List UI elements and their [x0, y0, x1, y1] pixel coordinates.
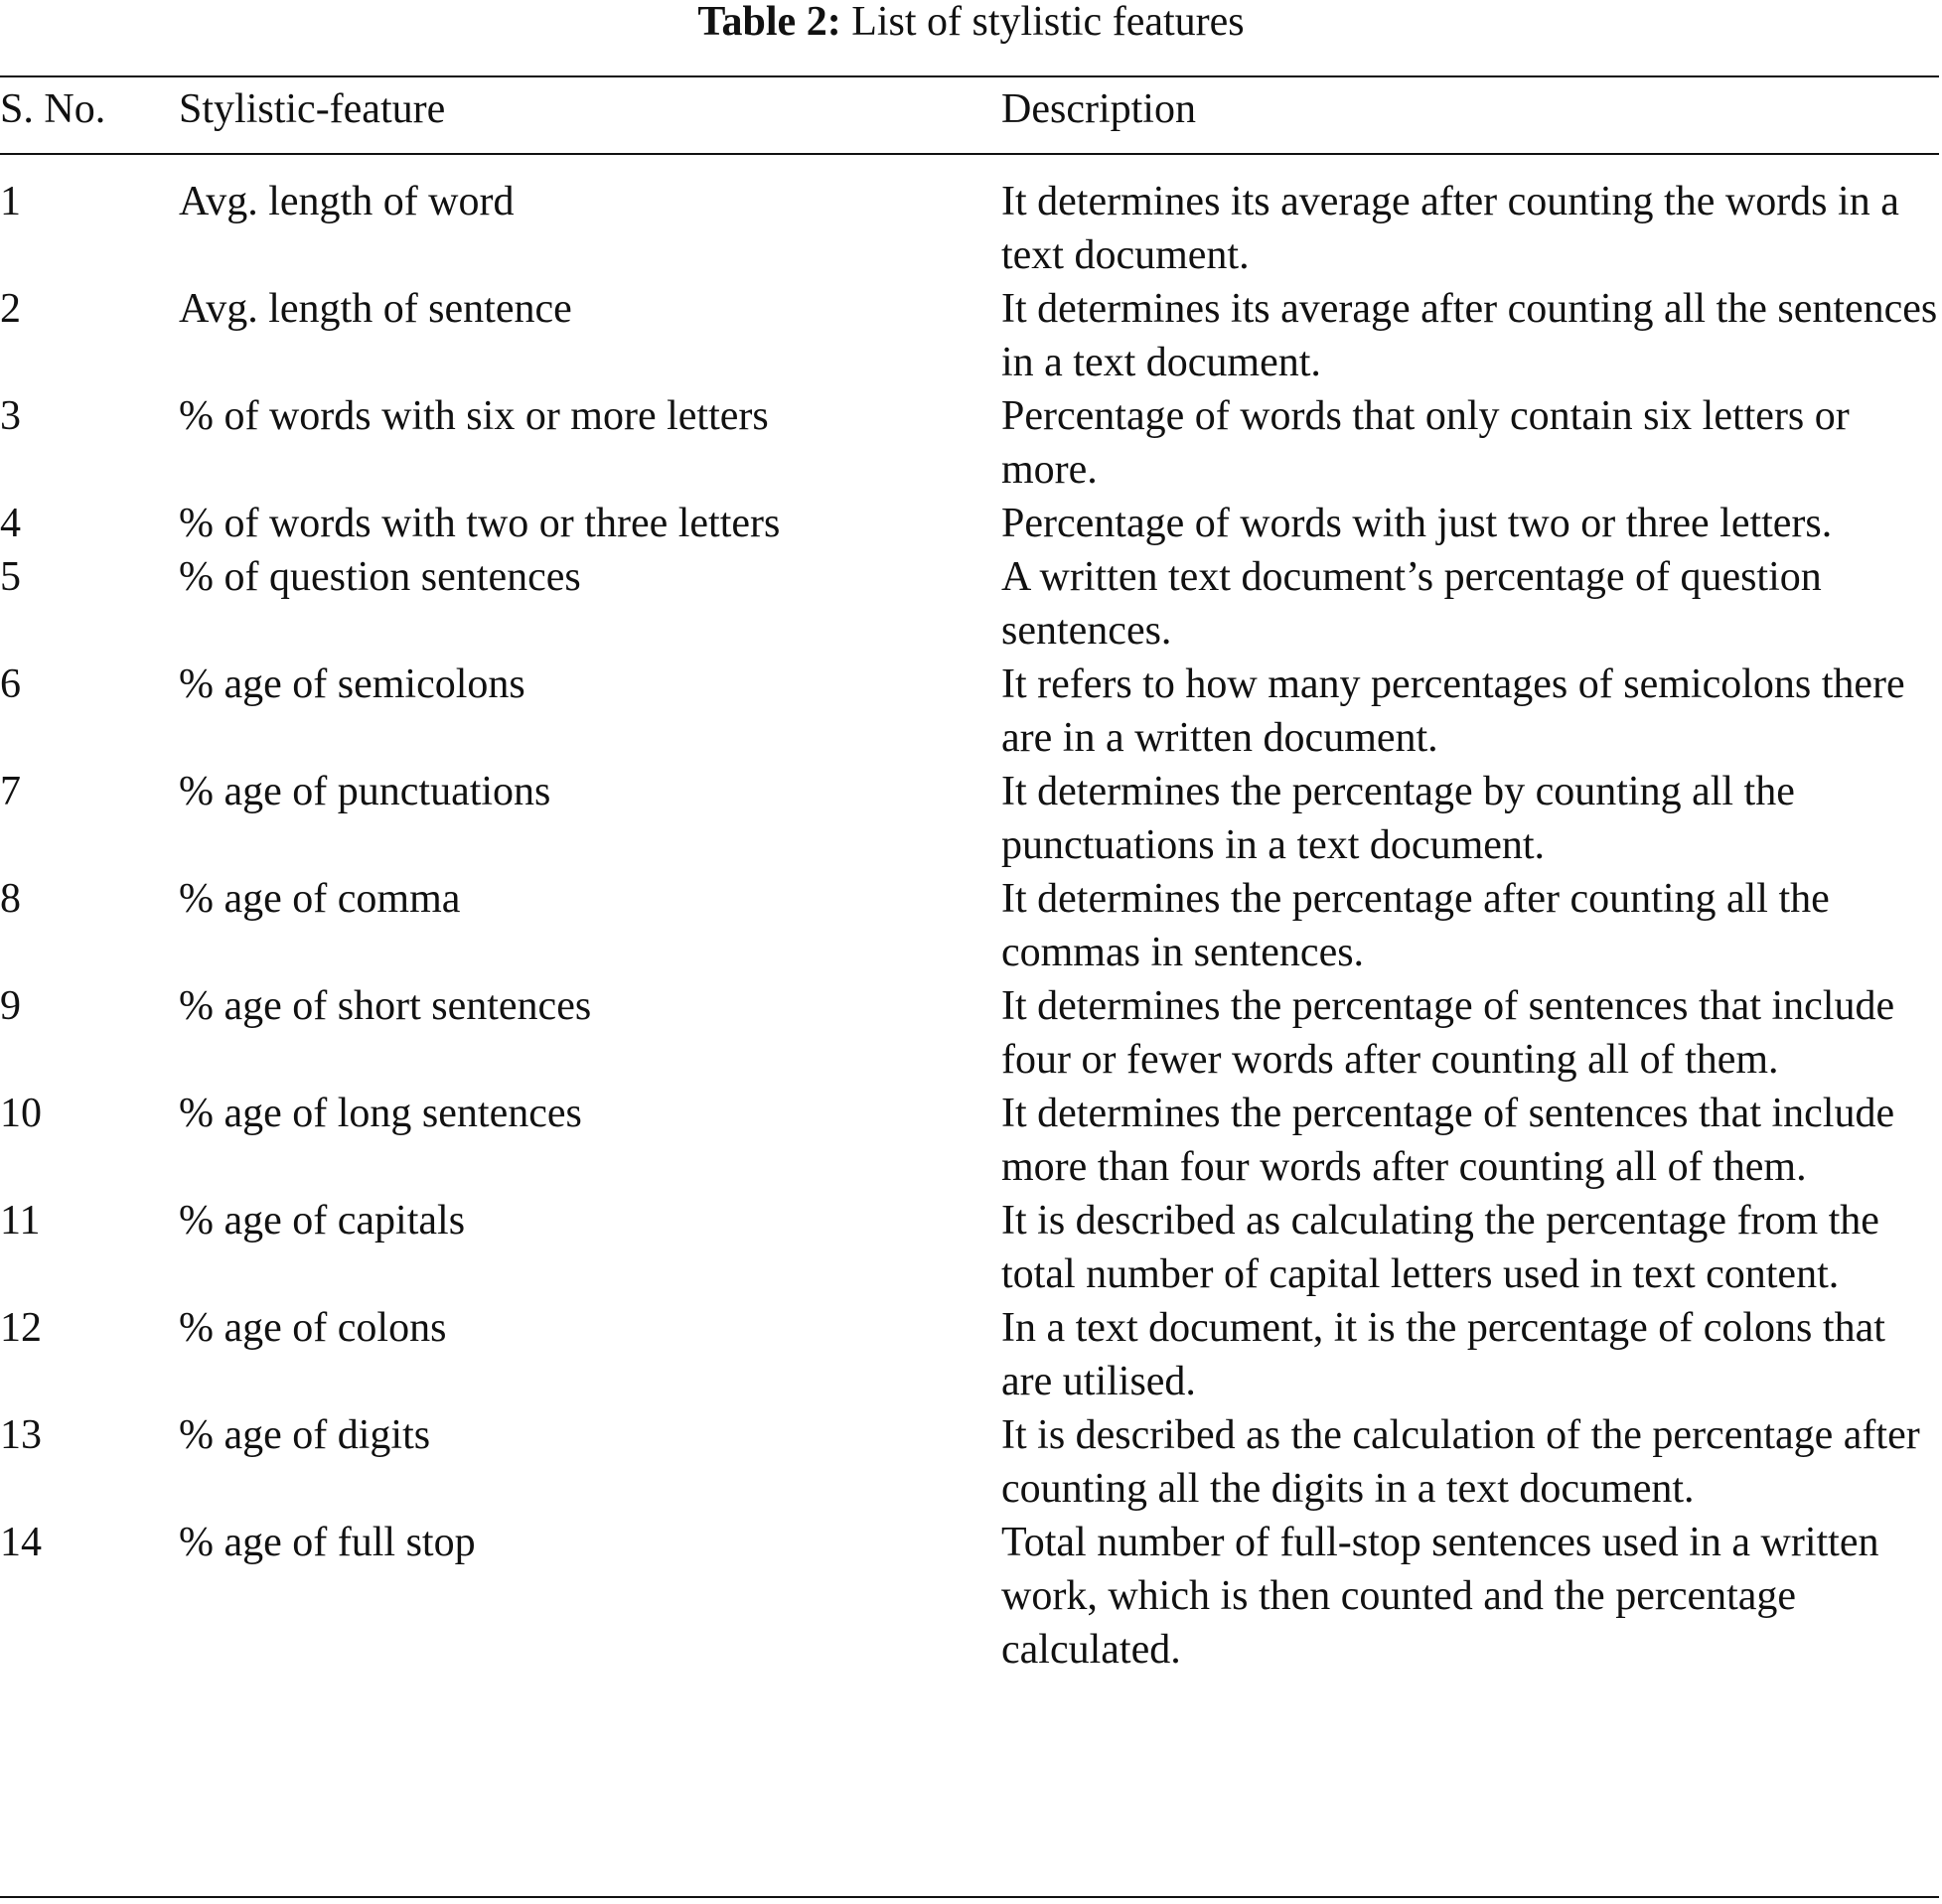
table-row: [0, 389, 1939, 497]
row-feature: % age of digits: [179, 1412, 431, 1458]
table-row: [0, 497, 1939, 550]
row-feature: % age of short sentences: [179, 983, 592, 1029]
table-header-row: [0, 85, 1939, 153]
row-number: 4: [0, 501, 21, 546]
stylistic-features-table: [0, 85, 1939, 1677]
header-description: Description: [1001, 86, 1196, 132]
row-number: 10: [0, 1091, 42, 1136]
row-number: 11: [0, 1198, 41, 1244]
row-feature: % age of capitals: [179, 1198, 466, 1244]
row-feature: Avg. length of sentence: [179, 286, 572, 332]
row-description: A written text document’s percentage of question sentences.: [1001, 554, 1822, 654]
row-description: It determines the percentage after counting all the commas in sentences.: [1001, 876, 1830, 975]
row-description: It is described as the calculation of the percentage after counting all the digits in a text document.: [1001, 1412, 1920, 1512]
table-row: [0, 153, 1939, 282]
row-description: It is described as calculating the percentage from the total number of capital letters used in text content.: [1001, 1198, 1879, 1297]
row-number: 9: [0, 983, 21, 1029]
row-feature: % age of punctuations: [179, 769, 551, 814]
row-number: 12: [0, 1305, 42, 1351]
table-row: [0, 1408, 1939, 1516]
table-row: [0, 1301, 1939, 1408]
table-row: [0, 872, 1939, 979]
row-number: 2: [0, 286, 21, 332]
row-number: 13: [0, 1412, 42, 1458]
row-description: Total number of full-stop sentences used in a written work, which is then counted and the percentage calculated.: [1001, 1520, 1879, 1673]
row-description: It determines the percentage by counting all the punctuations in a text document.: [1001, 769, 1795, 868]
row-number: 7: [0, 769, 21, 814]
table-row: [0, 1087, 1939, 1194]
caption-text: List of stylistic features: [851, 0, 1245, 45]
row-feature: % of words with six or more letters: [179, 393, 769, 439]
top-rule: [0, 75, 1939, 77]
header-stylistic-feature: Stylistic-feature: [179, 86, 446, 132]
row-number: 5: [0, 554, 21, 600]
table-caption: [0, 0, 1942, 50]
row-description: It determines its average after counting the words in a text document.: [1001, 179, 1899, 278]
row-feature: % age of colons: [179, 1305, 447, 1351]
row-description: Percentage of words that only contain six letters or more.: [1001, 393, 1850, 493]
row-feature: % of question sentences: [179, 554, 581, 600]
table-row: [0, 979, 1939, 1087]
row-feature: % age of semicolons: [179, 661, 525, 707]
row-feature: % age of comma: [179, 876, 461, 922]
row-number: 8: [0, 876, 21, 922]
caption-label: Table 2:: [697, 0, 841, 45]
table-row: [0, 1194, 1939, 1301]
row-description: It refers to how many percentages of semicolons there are in a written document.: [1001, 661, 1905, 761]
bottom-rule: [0, 1896, 1939, 1898]
row-feature: % of words with two or three letters: [179, 501, 781, 546]
row-feature: Avg. length of word: [179, 179, 515, 224]
row-description: Percentage of words with just two or three letters.: [1001, 501, 1833, 546]
table-row: [0, 658, 1939, 765]
table-row: [0, 765, 1939, 872]
row-number: 14: [0, 1520, 42, 1565]
row-number: 3: [0, 393, 21, 439]
row-description: It determines the percentage of sentences that include four or fewer words after counting all of them.: [1001, 983, 1895, 1083]
table-row: [0, 550, 1939, 658]
row-description: It determines its average after counting all the sentences in a text document.: [1001, 286, 1938, 385]
row-description: It determines the percentage of sentences that include more than four words after counting all of them.: [1001, 1091, 1895, 1190]
row-feature: % age of long sentences: [179, 1091, 582, 1136]
row-feature: % age of full stop: [179, 1520, 476, 1565]
table-row: [0, 282, 1939, 389]
header-serial-number: S. No.: [0, 86, 106, 132]
row-number: 1: [0, 179, 21, 224]
row-description: In a text document, it is the percentage of colons that are utilised.: [1001, 1305, 1885, 1404]
table-row: [0, 1516, 1939, 1677]
row-number: 6: [0, 661, 21, 707]
